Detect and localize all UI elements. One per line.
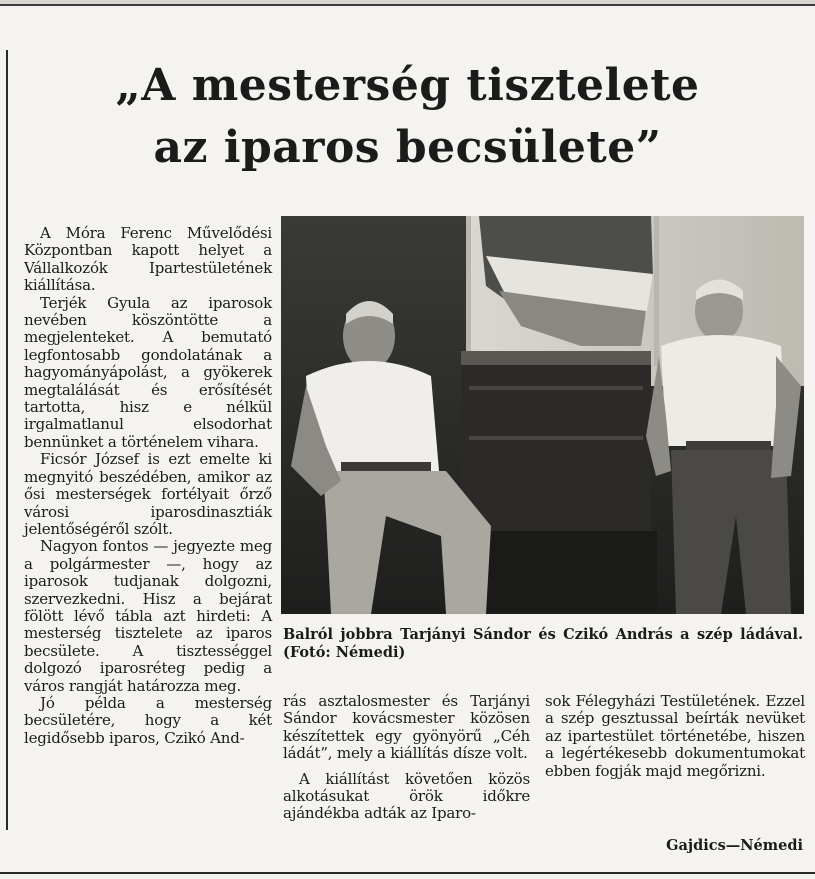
article-headline	[0, 55, 815, 179]
paragraph: Terjék Gyula az iparosok nevében köszöntötte a megjelenteket. A bemutató legfontosabb gondolatának a hagyományápolást, a gyökerek megtalálását és erősítését tartotta, hisz e nélkül irgalmatlanul elsodorhat bennünket a történelem vihara.	[24, 293, 272, 451]
paragraph: Ficsór József is ezt emelte ki megnyitó beszédében, amikor az ősi mesterségek fortélyait őrző városi iparosdinasztiák jelentőségéről szólt.	[24, 450, 272, 538]
paragraph: A kiállítást követően közös alkotásukat örök időkre ajándékba adták az Iparo-	[283, 769, 530, 823]
article-column-middle	[283, 693, 530, 823]
author-signature: Gajdics—Némedi	[666, 837, 803, 854]
top-rule	[0, 0, 815, 6]
bottom-rule	[0, 872, 815, 874]
headline-line-2: az iparos becsülete”	[153, 122, 662, 173]
article-column-right	[545, 693, 805, 780]
paragraph: rás asztalosmester és Tarjányi Sándor kovácsmester közösen készítettek egy gyönyörű „Céh ládát”, mely a kiállítás dísze volt.	[283, 692, 530, 763]
paragraph: A Móra Ferenc Művelődési Központban kapott helyet a Vállalkozók Ipartestületének kiállítása.	[24, 224, 272, 295]
article-photo	[281, 216, 804, 614]
photo-caption: Balról jobbra Tarjányi Sándor és Czikó András a szép ládával. (Fotó: Némedi)	[283, 626, 803, 661]
article-column-left	[24, 225, 272, 747]
paragraph: Jó példa a mesterség becsületére, hogy a két legidősebb iparos, Czikó And-	[24, 693, 272, 747]
headline-line-1: „A mesterség tisztelete	[115, 60, 700, 111]
paragraph: sok Félegyházi Testületének. Ezzel a szép gesztussal beírták nevüket az ipartestület történetébe, hiszen a legértékesebb dokumentumokat ebben fogják majd megőrizni.	[545, 692, 805, 780]
photo-illustration	[281, 216, 804, 614]
paragraph: Nagyon fontos — jegyezte meg a polgármester —, hogy az iparosok tudjanak dolgozni, szervezkedni. Hisz a bejárat fölött lévő tábla azt hirdeti: A mesterség tisztelete az iparos becsülete. A tisztességgel dolgozó iparosréteg pedig a város rangját határozza meg.	[24, 537, 272, 695]
